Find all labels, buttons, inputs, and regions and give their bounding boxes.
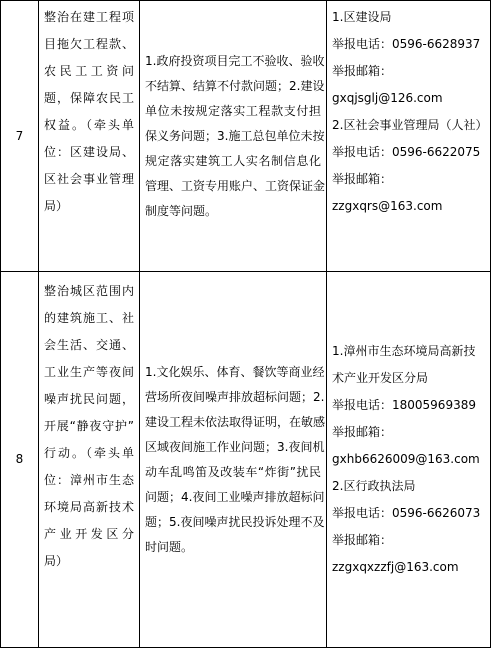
contact-dept: 术产业开发区分局: [332, 371, 429, 385]
issue-list: [140, 1, 327, 272]
task-line: 局）: [44, 199, 69, 213]
issue-list: [140, 272, 327, 648]
task-line: 产业开发区分: [44, 527, 134, 541]
contact-email: zzgxqxzzfj@163.com: [332, 560, 459, 574]
task-line: 目拖欠工程款、: [44, 37, 134, 51]
issue-line: 规定落实建筑工人实名制信息化: [145, 153, 321, 168]
issue-line: 1.政府投资项目完工不验收、验收: [145, 53, 325, 68]
contact-info: [327, 1, 491, 272]
table-row: [1, 1, 491, 272]
contact-dept: 1.漳州市生态环境局高新技: [332, 344, 476, 358]
issue-line: 营场所夜间噪声排放超标问题；2.: [145, 389, 325, 404]
contact-email-label: 举报邮箱：: [332, 425, 393, 439]
contact-dept: 1.区建设局: [332, 10, 392, 24]
issue-line: 建设工程未依法取得证明，在敏感: [145, 414, 326, 429]
task-line: 题，保障农民工: [44, 91, 134, 105]
issue-line: 不结算、结算不付款问题；2.建设: [145, 78, 325, 93]
task-line: 农民工工资问: [44, 64, 134, 78]
task-line: 行动。（牵头单: [44, 446, 134, 460]
contact-phone: 举报电话：0596-6628937: [332, 37, 481, 51]
contact-dept: 2.区社会事业管理局（人社）: [332, 118, 488, 132]
issue-line: 区域夜间施工作业问题；3.夜间机: [145, 439, 325, 454]
issue-line: 制度等问题。: [145, 203, 218, 218]
task-line: 整治在建工程项: [44, 10, 134, 24]
issue-line: 1.文化娱乐、体育、餐饮等商业经: [145, 364, 325, 379]
contact-email: gxqjsglj@126.com: [332, 91, 443, 105]
task-line: 局）: [44, 554, 69, 568]
table-row: [1, 272, 491, 648]
row-number: 8: [1, 272, 39, 648]
contact-dept: 2.区行政执法局: [332, 479, 416, 493]
contact-email: gxhb6626009@163.com: [332, 452, 480, 466]
task-line: 位：漳州市生态: [44, 473, 134, 487]
task-line: 区社会事业管理: [44, 172, 134, 186]
task-line: 开展“静夜守护”: [44, 419, 134, 433]
row-number: 7: [1, 1, 39, 272]
task-line: 的建筑施工、社: [44, 311, 134, 325]
issue-line: 题；5.夜间噪声扰民投诉处理不及: [145, 514, 325, 529]
contact-email-label: 举报邮箱：: [332, 533, 393, 547]
task-line: 权益。（牵头单: [44, 118, 134, 132]
task-description: [39, 1, 140, 272]
issue-line: 问题；4.夜间工业噪声排放超标问: [145, 489, 325, 504]
task-line: 位：区建设局、: [44, 145, 134, 159]
contact-phone: 举报电话：18005969389: [332, 398, 476, 412]
contact-info: [327, 272, 491, 648]
issue-line: 保义务问题；3.施工总包单位未按: [145, 128, 325, 143]
issue-line: 动车乱鸣笛及改装车“炸街”扰民: [145, 464, 321, 479]
contact-email: zzgxqrs@163.com: [332, 199, 443, 213]
task-line: 整治城区范围内: [44, 284, 134, 298]
task-line: 会生活、交通、: [44, 338, 134, 352]
contact-email-label: 举报邮箱：: [332, 172, 393, 186]
issue-line: 时问题。: [145, 539, 194, 554]
contact-phone: 举报电话：0596-6626073: [332, 506, 481, 520]
issue-line: 单位未按规定落实工程款支付担: [145, 103, 321, 118]
task-line: 环境局高新技术: [44, 500, 134, 514]
issue-line: 管理、工资专用账户、工资保证金: [145, 178, 326, 193]
task-line: 噪声扰民问题，: [44, 392, 134, 406]
task-line: 工业生产等夜间: [44, 365, 134, 379]
contact-email-label: 举报邮箱：: [332, 64, 393, 78]
contact-phone: 举报电话：0596-6622075: [332, 145, 481, 159]
task-description: [39, 272, 140, 648]
